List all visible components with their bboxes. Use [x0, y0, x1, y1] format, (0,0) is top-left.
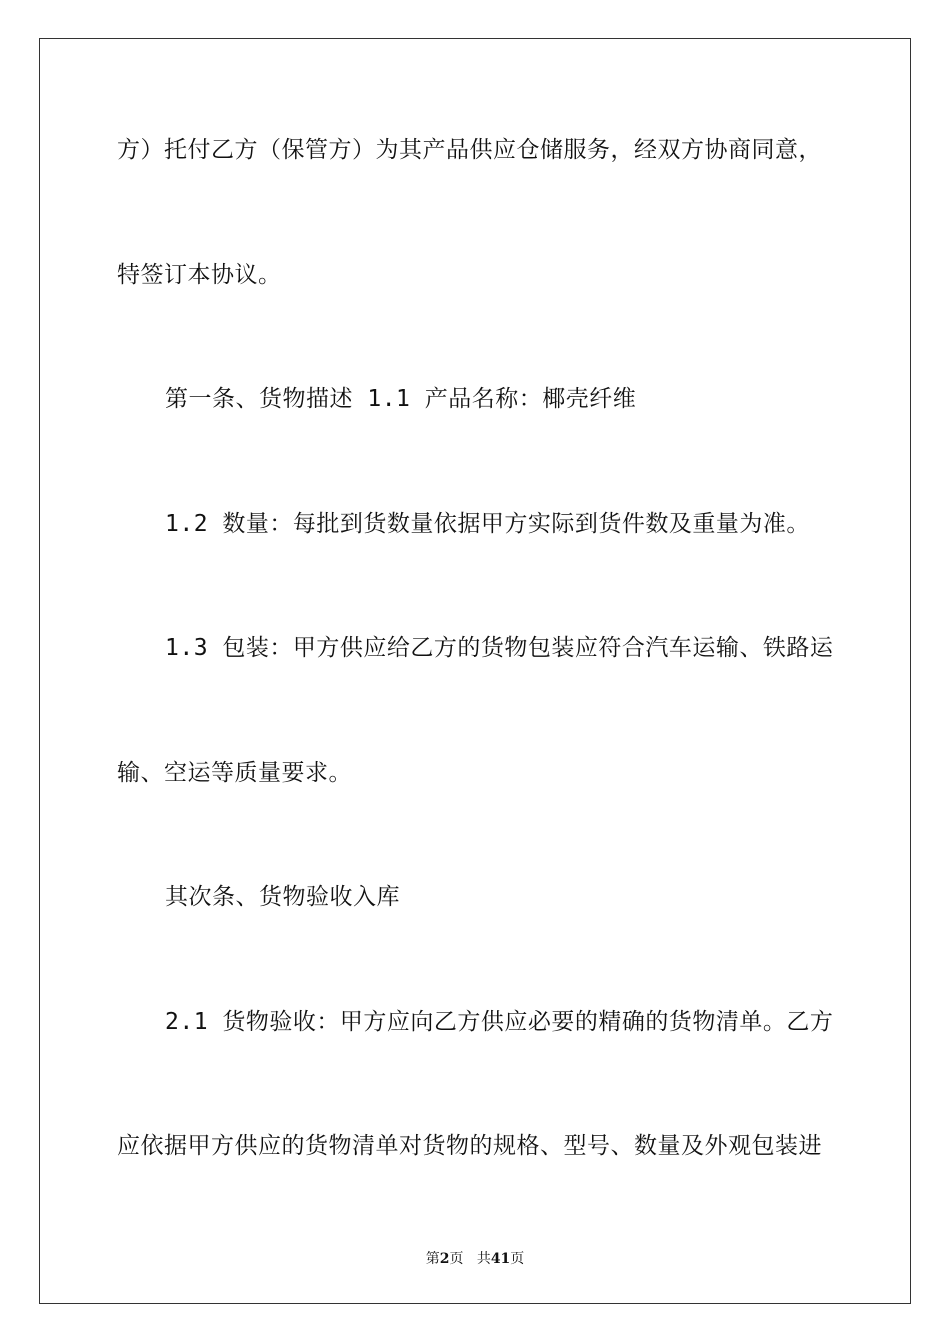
footer-total-suffix: 页 [510, 1251, 525, 1267]
clause-2-1: 2.1 货物验收：甲方应向乙方供应必要的精确的货物清单。乙方 [165, 1009, 834, 1035]
page-footer [0, 1248, 950, 1268]
current-page-number: 2 [439, 1251, 450, 1267]
clause-1-2: 1.2 数量：每批到货数量依据甲方实际到货件数及重量为准。 [165, 511, 810, 537]
page-border [39, 38, 911, 1304]
clause-2-1-continued: 应依据甲方供应的货物清单对货物的规格、型号、数量及外观包装进 [117, 1133, 822, 1159]
footer-total-prefix: 共 [476, 1251, 491, 1267]
article-2-heading: 其次条、货物验收入库 [165, 884, 400, 910]
article-1-heading: 第一条、货物描述 1.1 产品名称：椰壳纤维 [165, 386, 637, 412]
clause-1-3: 1.3 包装：甲方供应给乙方的货物包装应符合汽车运输、铁路运 [165, 635, 834, 661]
total-pages-number: 41 [490, 1251, 511, 1267]
footer-prefix: 第 [425, 1251, 440, 1267]
clause-1-3-continued: 输、空运等质量要求。 [117, 760, 352, 786]
footer-page-suffix: 页 [449, 1251, 464, 1267]
body-line-1: 方）托付乙方（保管方）为其产品供应仓储服务，经双方协商同意， [117, 137, 822, 163]
body-line-2: 特签订本协议。 [117, 262, 282, 288]
